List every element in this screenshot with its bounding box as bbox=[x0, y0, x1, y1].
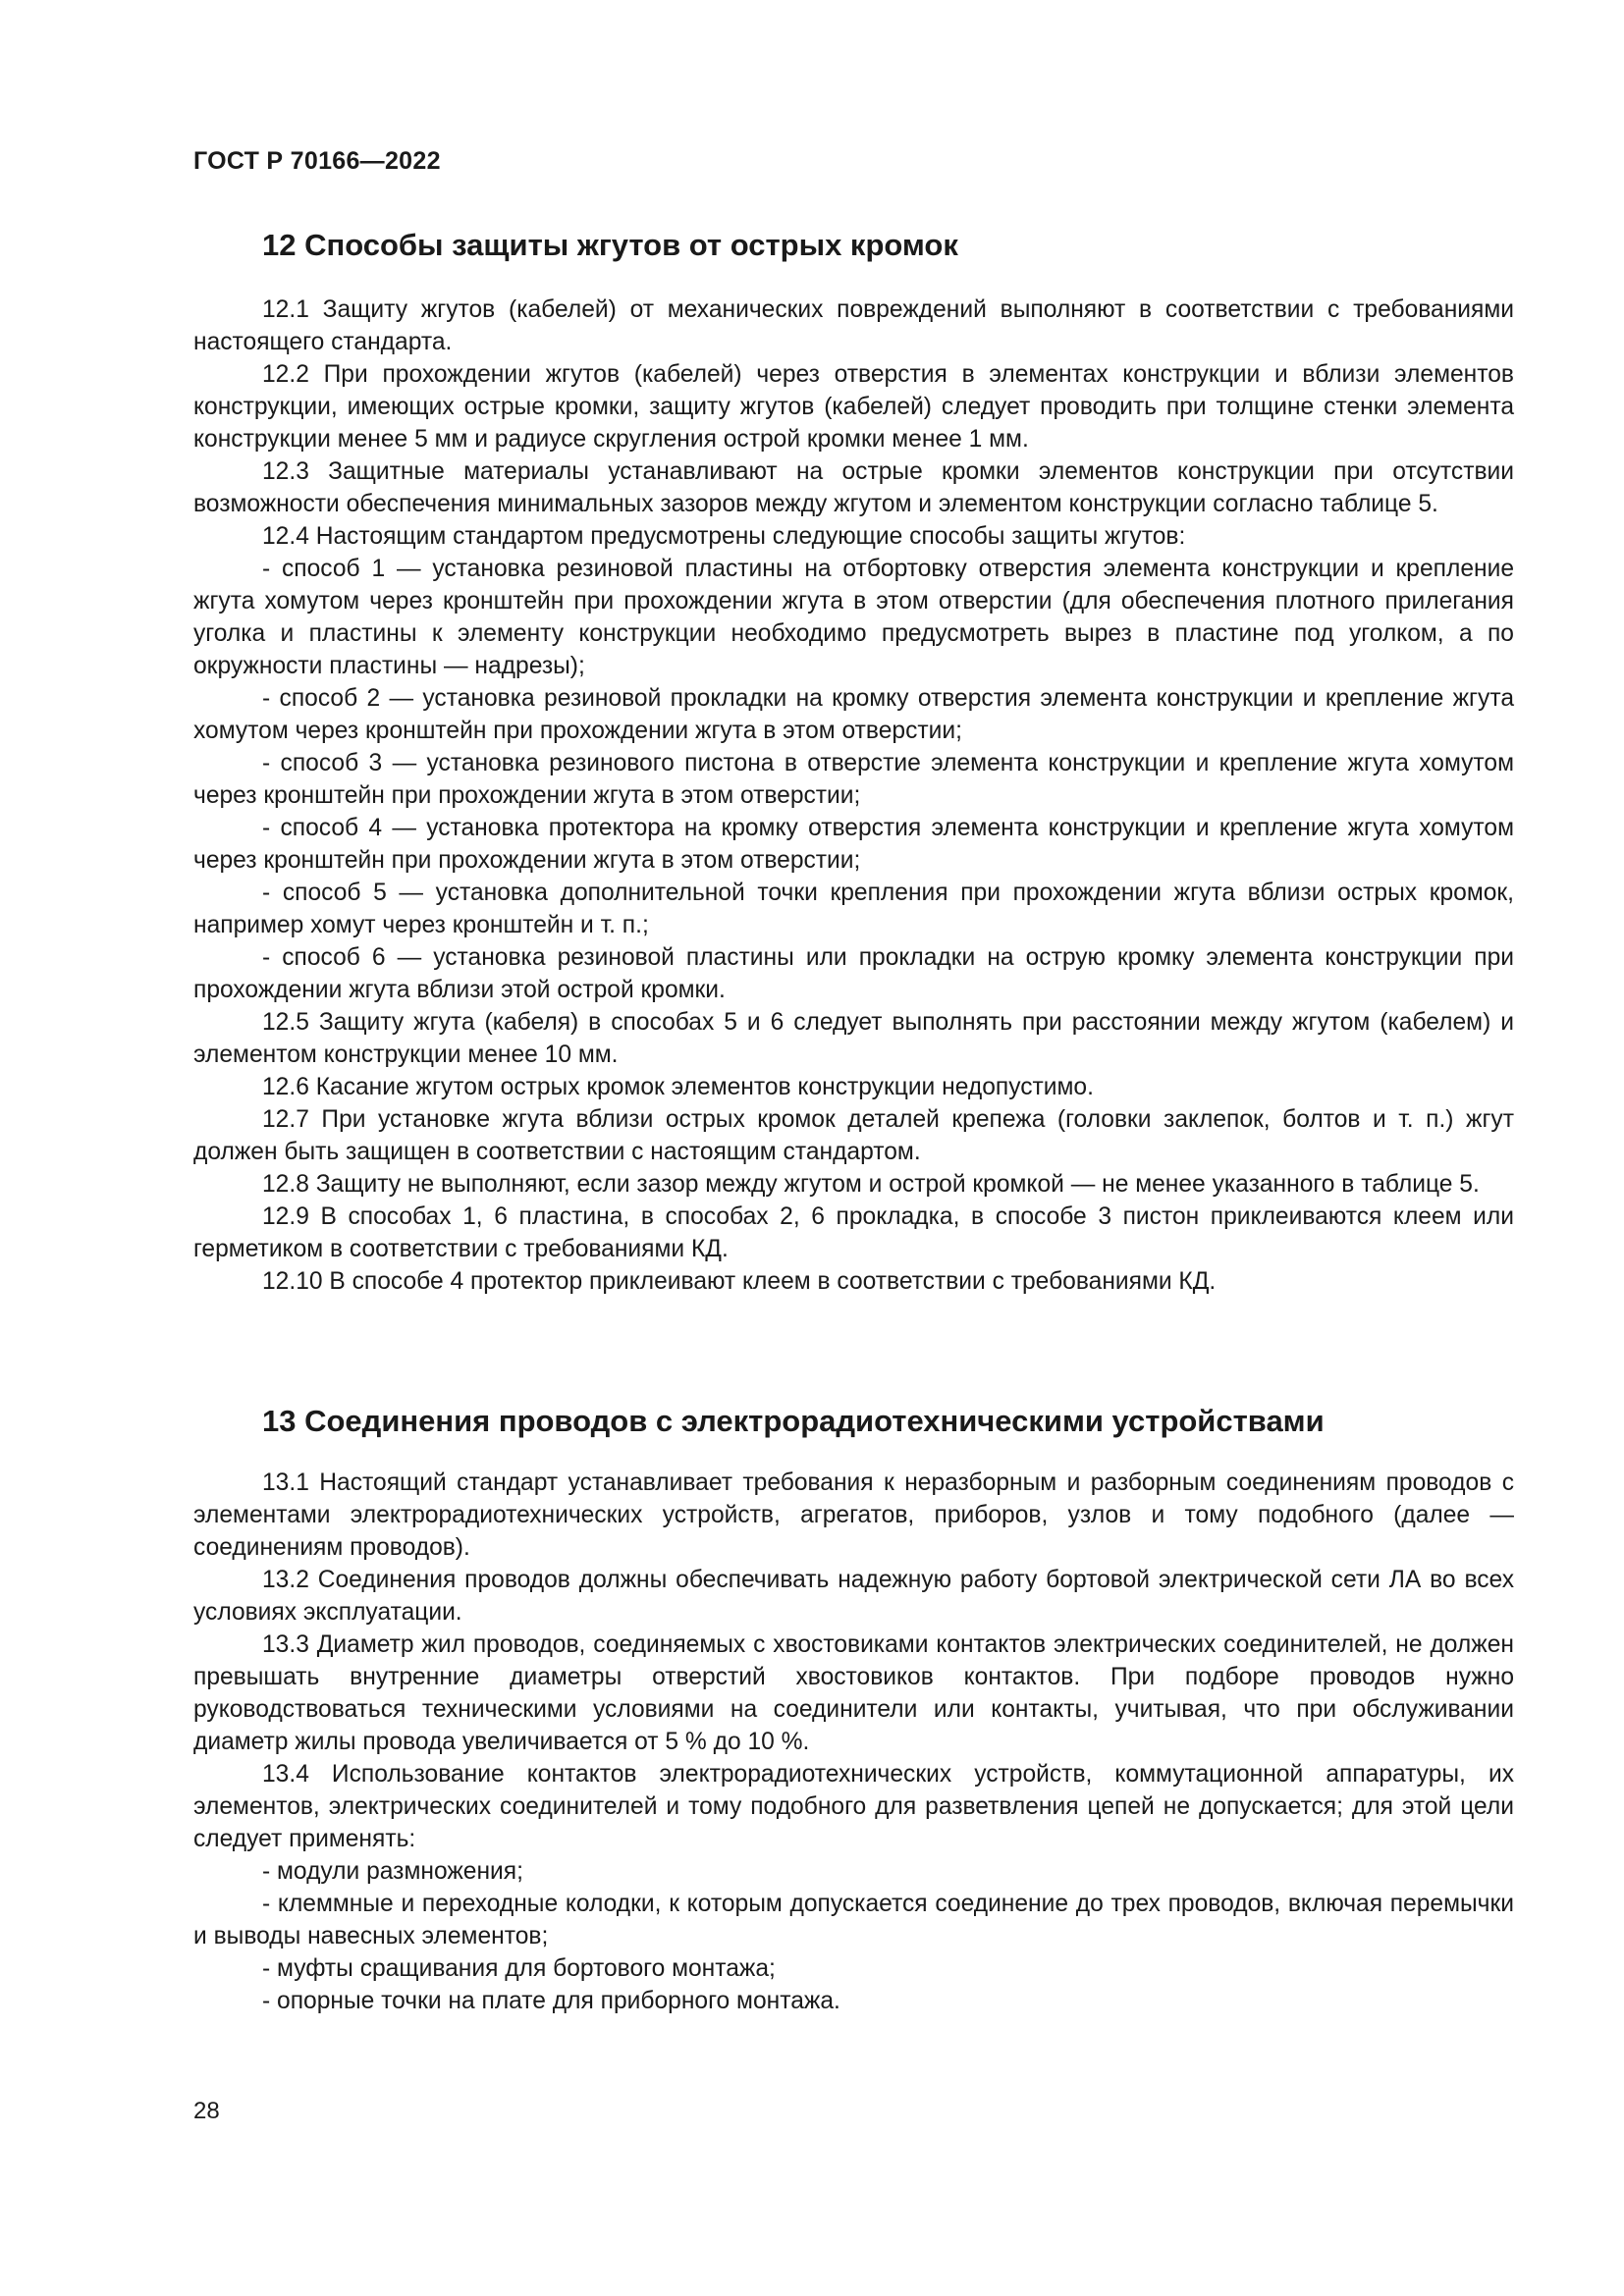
paragraph-12-2: 12.2 При прохождении жгутов (кабелей) через отверстия в элементах конструкции и вблизи элементов конструкции, имеющих острые кромки, защиту жгутов (кабелей) следует проводить при толщине стенки элемента конструкции менее 5 мм и радиусе скругления острой кромки менее 1 мм. bbox=[193, 361, 1514, 453]
paragraph-13-1: 13.1 Настоящий стандарт устанавливает требования к неразборным и разборным соединениям проводов с элементами электрорадиотехнических устройств, агрегатов, приборов, узлов и тому подобного (далее — соединениям проводов). bbox=[193, 1469, 1514, 1561]
section-13-title: 13 Соединения проводов с электрорадиотехническими устройствами bbox=[262, 1404, 1325, 1438]
section-13-body bbox=[193, 1467, 1514, 2017]
paragraph-13-2: 13.2 Соединения проводов должны обеспечивать надежную работу бортовой электрической сети ЛА во всех условиях эксплуатации. bbox=[193, 1567, 1514, 1626]
paragraph-12-7: 12.7 При установке жгута вблизи острых кромок деталей крепежа (головки заклепок, болтов и т. п.) жгут должен быть защищен в соответствии с настоящим стандартом. bbox=[193, 1106, 1514, 1165]
paragraph-12-4: 12.4 Настоящим стандартом предусмотрены следующие способы защиты жгутов: bbox=[262, 523, 1186, 550]
paragraph-12-5: 12.5 Защиту жгута (кабеля) в способах 5 и 6 следует выполнять при расстоянии между жгутом (кабелем) и элементом конструкции менее 10 мм. bbox=[193, 1009, 1514, 1068]
section-13 bbox=[193, 1398, 1514, 2017]
section-12-title: 12 Способы защиты жгутов от острых кромок bbox=[262, 228, 958, 262]
paragraph-12-8: 12.8 Защиту не выполняют, если зазор между жгутом и острой кромкой — не менее указанного в таблице 5. bbox=[262, 1171, 1480, 1198]
list-item-method-6: - способ 6 — установка резиновой пластины или прокладки на острую кромку элемента конструкции при прохождении жгута вблизи этой острой кромки. bbox=[193, 944, 1514, 1003]
paragraph-12-3: 12.3 Защитные материалы устанавливают на острые кромки элементов конструкции при отсутствии возможности обеспечения минимальных зазоров между жгутом и элементом конструкции согласно таблице 5. bbox=[193, 458, 1514, 517]
list-item-splice-sleeves: - муфты сращивания для бортового монтажа; bbox=[262, 1955, 776, 1982]
list-item-method-1: - способ 1 — установка резиновой пластины на отбортовку отверстия элемента конструкции и крепление жгута хомутом через кронштейн при прохождении жгута в этом отверстии (для обеспечения плотного прилегания уголка и пластины к элементу конструкции необходимо предусмотреть вырез в пластине под уголком, а по окружности пластины — надрезы); bbox=[193, 556, 1514, 679]
section-12-body bbox=[193, 294, 1514, 1298]
paragraph-13-4: 13.4 Использование контактов электрорадиотехнических устройств, коммутационной аппаратуры, их элементов, электрических соединителей и тому подобного для разветвления цепей не допускается; для этой цели следует применять: bbox=[193, 1761, 1514, 1852]
list-item-method-4: - способ 4 — установка протектора на кромку отверстия элемента конструкции и крепление жгута хомутом через кронштейн при прохождении жгута в этом отверстии; bbox=[193, 815, 1514, 874]
page-number: 28 bbox=[193, 2098, 220, 2124]
document-code-header: ГОСТ Р 70166—2022 bbox=[193, 147, 441, 175]
section-12 bbox=[193, 222, 1514, 1298]
document-page bbox=[193, 0, 1514, 2296]
list-item-terminal-blocks: - клеммные и переходные колодки, к которым допускается соединение до трех проводов, включая перемычки и выводы навесных элементов; bbox=[193, 1891, 1514, 1949]
paragraph-13-3: 13.3 Диаметр жил проводов, соединяемых с хвостовиками контактов электрических соединителей, не должен превышать внутренние диаметры отверстий хвостовиков контактов. При подборе проводов нужно руководствоваться техническими условиями на соединители или контакты, учитывая, что при обслуживании диаметр жилы провода увеличивается от 5 % до 10 %. bbox=[193, 1631, 1514, 1755]
paragraph-12-6: 12.6 Касание жгутом острых кромок элементов конструкции недопустимо. bbox=[262, 1074, 1094, 1100]
list-item-method-3: - способ 3 — установка резинового пистона в отверстие элемента конструкции и крепление жгута хомутом через кронштейн при прохождении жгута в этом отверстии; bbox=[193, 750, 1514, 809]
paragraph-12-9: 12.9 В способах 1, 6 пластина, в способах 2, 6 прокладка, в способе 3 пистон приклеиваются клеем или герметиком в соответствии с требованиями КД. bbox=[193, 1203, 1514, 1262]
list-item-method-5: - способ 5 — установка дополнительной точки крепления при прохождении жгута вблизи острых кромок, например хомут через кронштейн и т. п.; bbox=[193, 880, 1514, 938]
paragraph-12-10: 12.10 В способе 4 протектор приклеивают клеем в соответствии с требованиями КД. bbox=[262, 1268, 1217, 1295]
list-item-method-2: - способ 2 — установка резиновой прокладки на кромку отверстия элемента конструкции и крепление жгута хомутом через кронштейн при прохождении жгута в этом отверстии; bbox=[193, 685, 1514, 744]
list-item-support-points: - опорные точки на плате для приборного монтажа. bbox=[262, 1988, 840, 2014]
list-item-branching-modules: - модули размножения; bbox=[262, 1858, 523, 1885]
paragraph-12-1: 12.1 Защиту жгутов (кабелей) от механических повреждений выполняют в соответствии с требованиями настоящего стандарта. bbox=[193, 296, 1514, 355]
